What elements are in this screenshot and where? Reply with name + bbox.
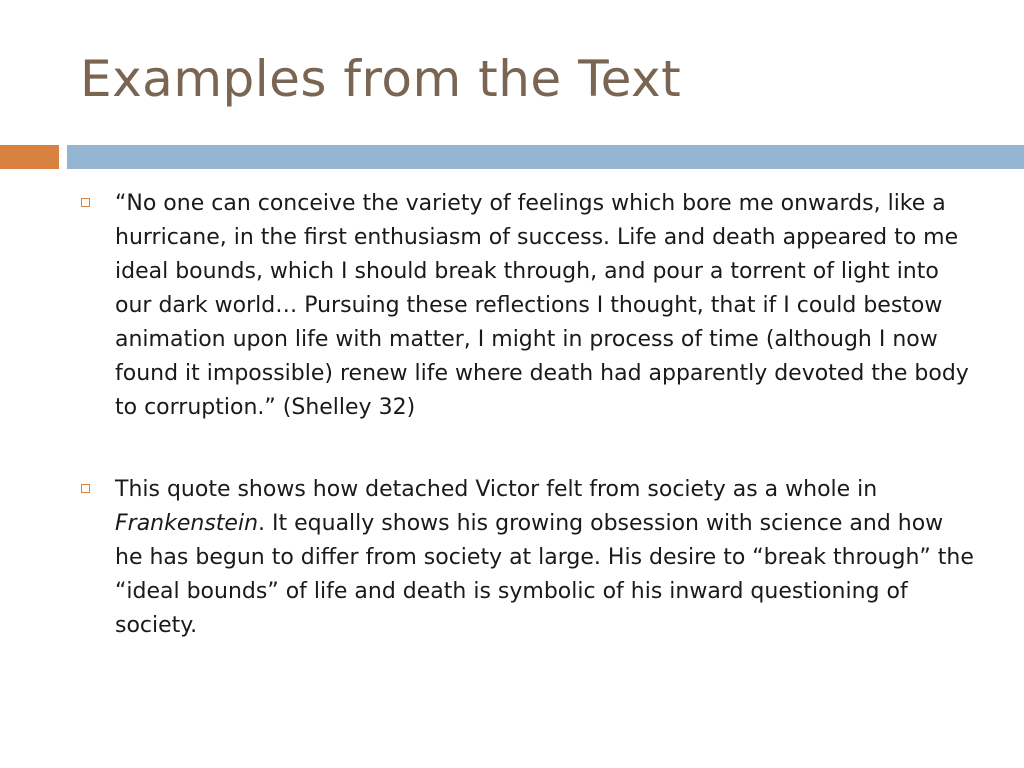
analysis-text-start: This quote shows how detached Victor felt from society as a whole in [115,477,878,502]
bullet-item-quote [78,187,978,425]
accent-bar-blue [67,145,1024,169]
accent-bar-orange [0,145,59,169]
book-title-italic: Frankenstein [115,511,259,536]
square-bullet-icon [81,198,90,207]
bullet-text-quote: “No one can conceive the variety of feelings which bore me onwards, like a hurricane, in the first enthusiasm of success. Life and death appeared to me ideal bounds, which I should break through, and pour a torrent of light into our dark world… Pursuing these reflections I thought, that if I could bestow animation upon life with matter, I might in process of time (although I now found it impossible) renew life where death had apparently devoted the body to corruption.” (Shelley 32) [115,191,969,420]
analysis-text-end: . It equally shows his growing obsession with science and how he has begun to differ from society at large. His desire to “break through” the “ideal bounds” of life and death is symbolic of his inward questioning of society. [115,511,974,638]
slide-title: Examples from the Text [80,50,682,108]
bullet-text-analysis [115,473,975,643]
square-bullet-icon [81,484,90,493]
bullet-item-analysis [78,473,978,643]
bullet-list [78,187,978,643]
